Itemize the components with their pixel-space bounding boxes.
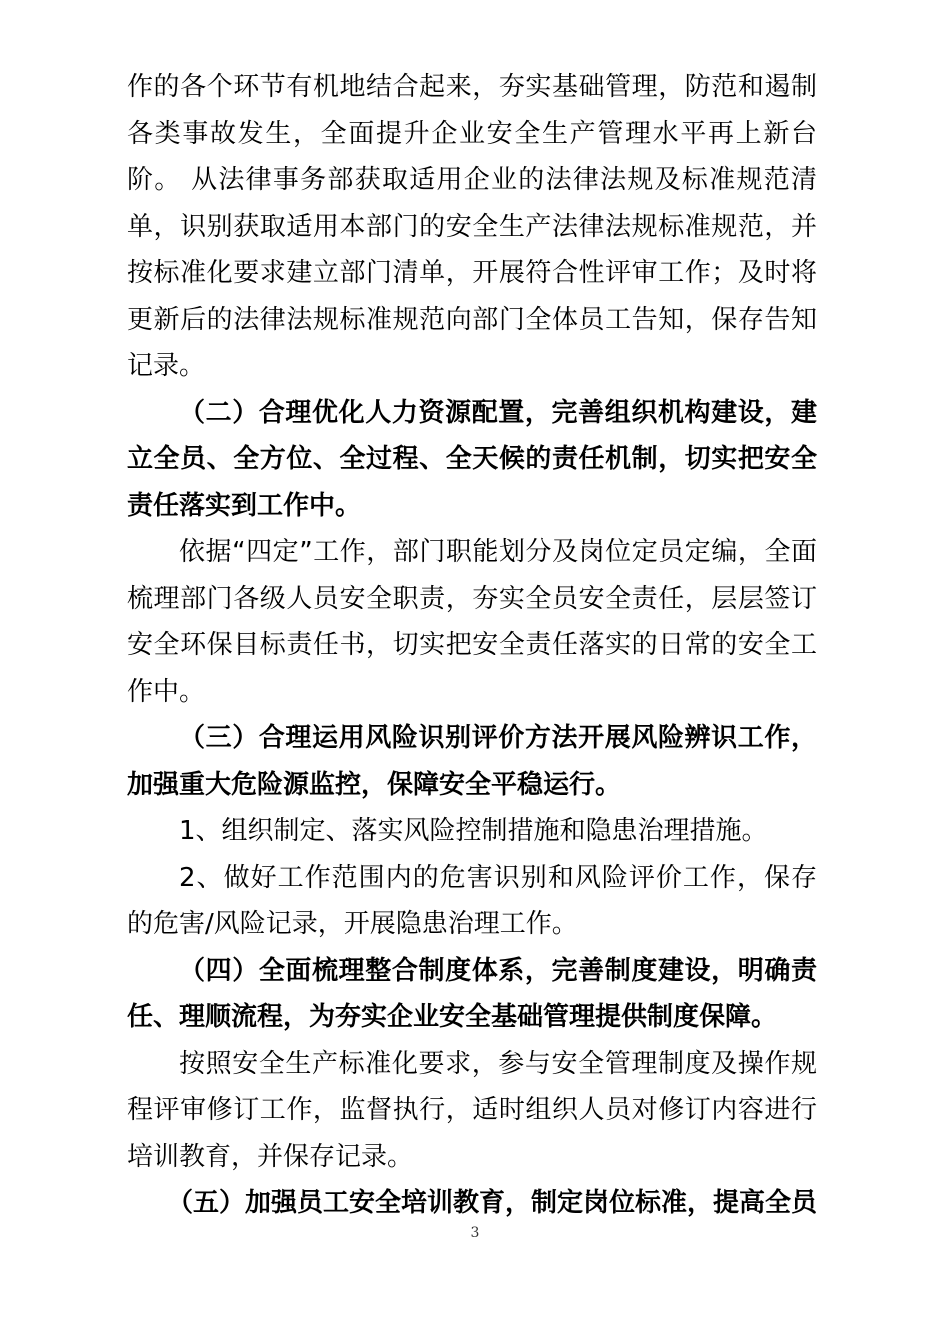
paragraph-regulations: 按照安全生产标准化要求，参与安全管理制度及操作规程评审修订工作，监督执行，适时组织人员对修订内容进行培训教育，并保存记录。 [127, 1048, 817, 1172]
section-heading-4: （四）全面梳理整合制度体系，完善制度建设，明确责任、理顺流程，为夯实企业安全基础管理提供制度保障。 [127, 955, 817, 1032]
page-number: 3 [470, 1225, 480, 1241]
section-heading-3: （三）合理运用风险识别评价方法开展风险辨识工作， 加强重大危险源监控，保障安全平稳运行。 [127, 723, 817, 800]
list-item-2: 2、做好工作范围内的危害识别和风险评价工作，保存的危害/风险记录，开展隐患治理工作。 [127, 862, 817, 939]
document-body [127, 64, 817, 1227]
section-heading-5: （五）加强员工安全培训教育，制定岗位标准，提高全员 [167, 1188, 818, 1218]
paragraph-responsibility: 依据“四定”工作，部门职能划分及岗位定员定编，全面梳理部门各级人员安全职责，夯实全员安全责任，层层签订安全环保目标责任书，切实把安全责任落实的日常的安全工作中。 [127, 537, 817, 707]
list-item-1: 1、组织制定、落实风险控制措施和隐患治理措施。 [179, 816, 768, 846]
section-heading-2: （二）合理优化人力资源配置，完善组织机构建设，建立全员、全方位、全过程、全天候的责任机制，切实把安全责任落实到工作中。 [127, 397, 817, 521]
paragraph-intro-continued: 作的各个环节有机地结合起来，夯实基础管理，防范和遏制各类事故发生，全面提升企业安全生产管理水平再上新台阶。 从法律事务部获取适用企业的法律法规及标准规范清单，识别获取适用本部门的安全生产法律法规标准规范，并按标准化要求建立部门清单，开展符合性评审工作；及时将更新后的法律法规标准规范向部门全体员工告知，保存告知记录。 [127, 72, 817, 381]
